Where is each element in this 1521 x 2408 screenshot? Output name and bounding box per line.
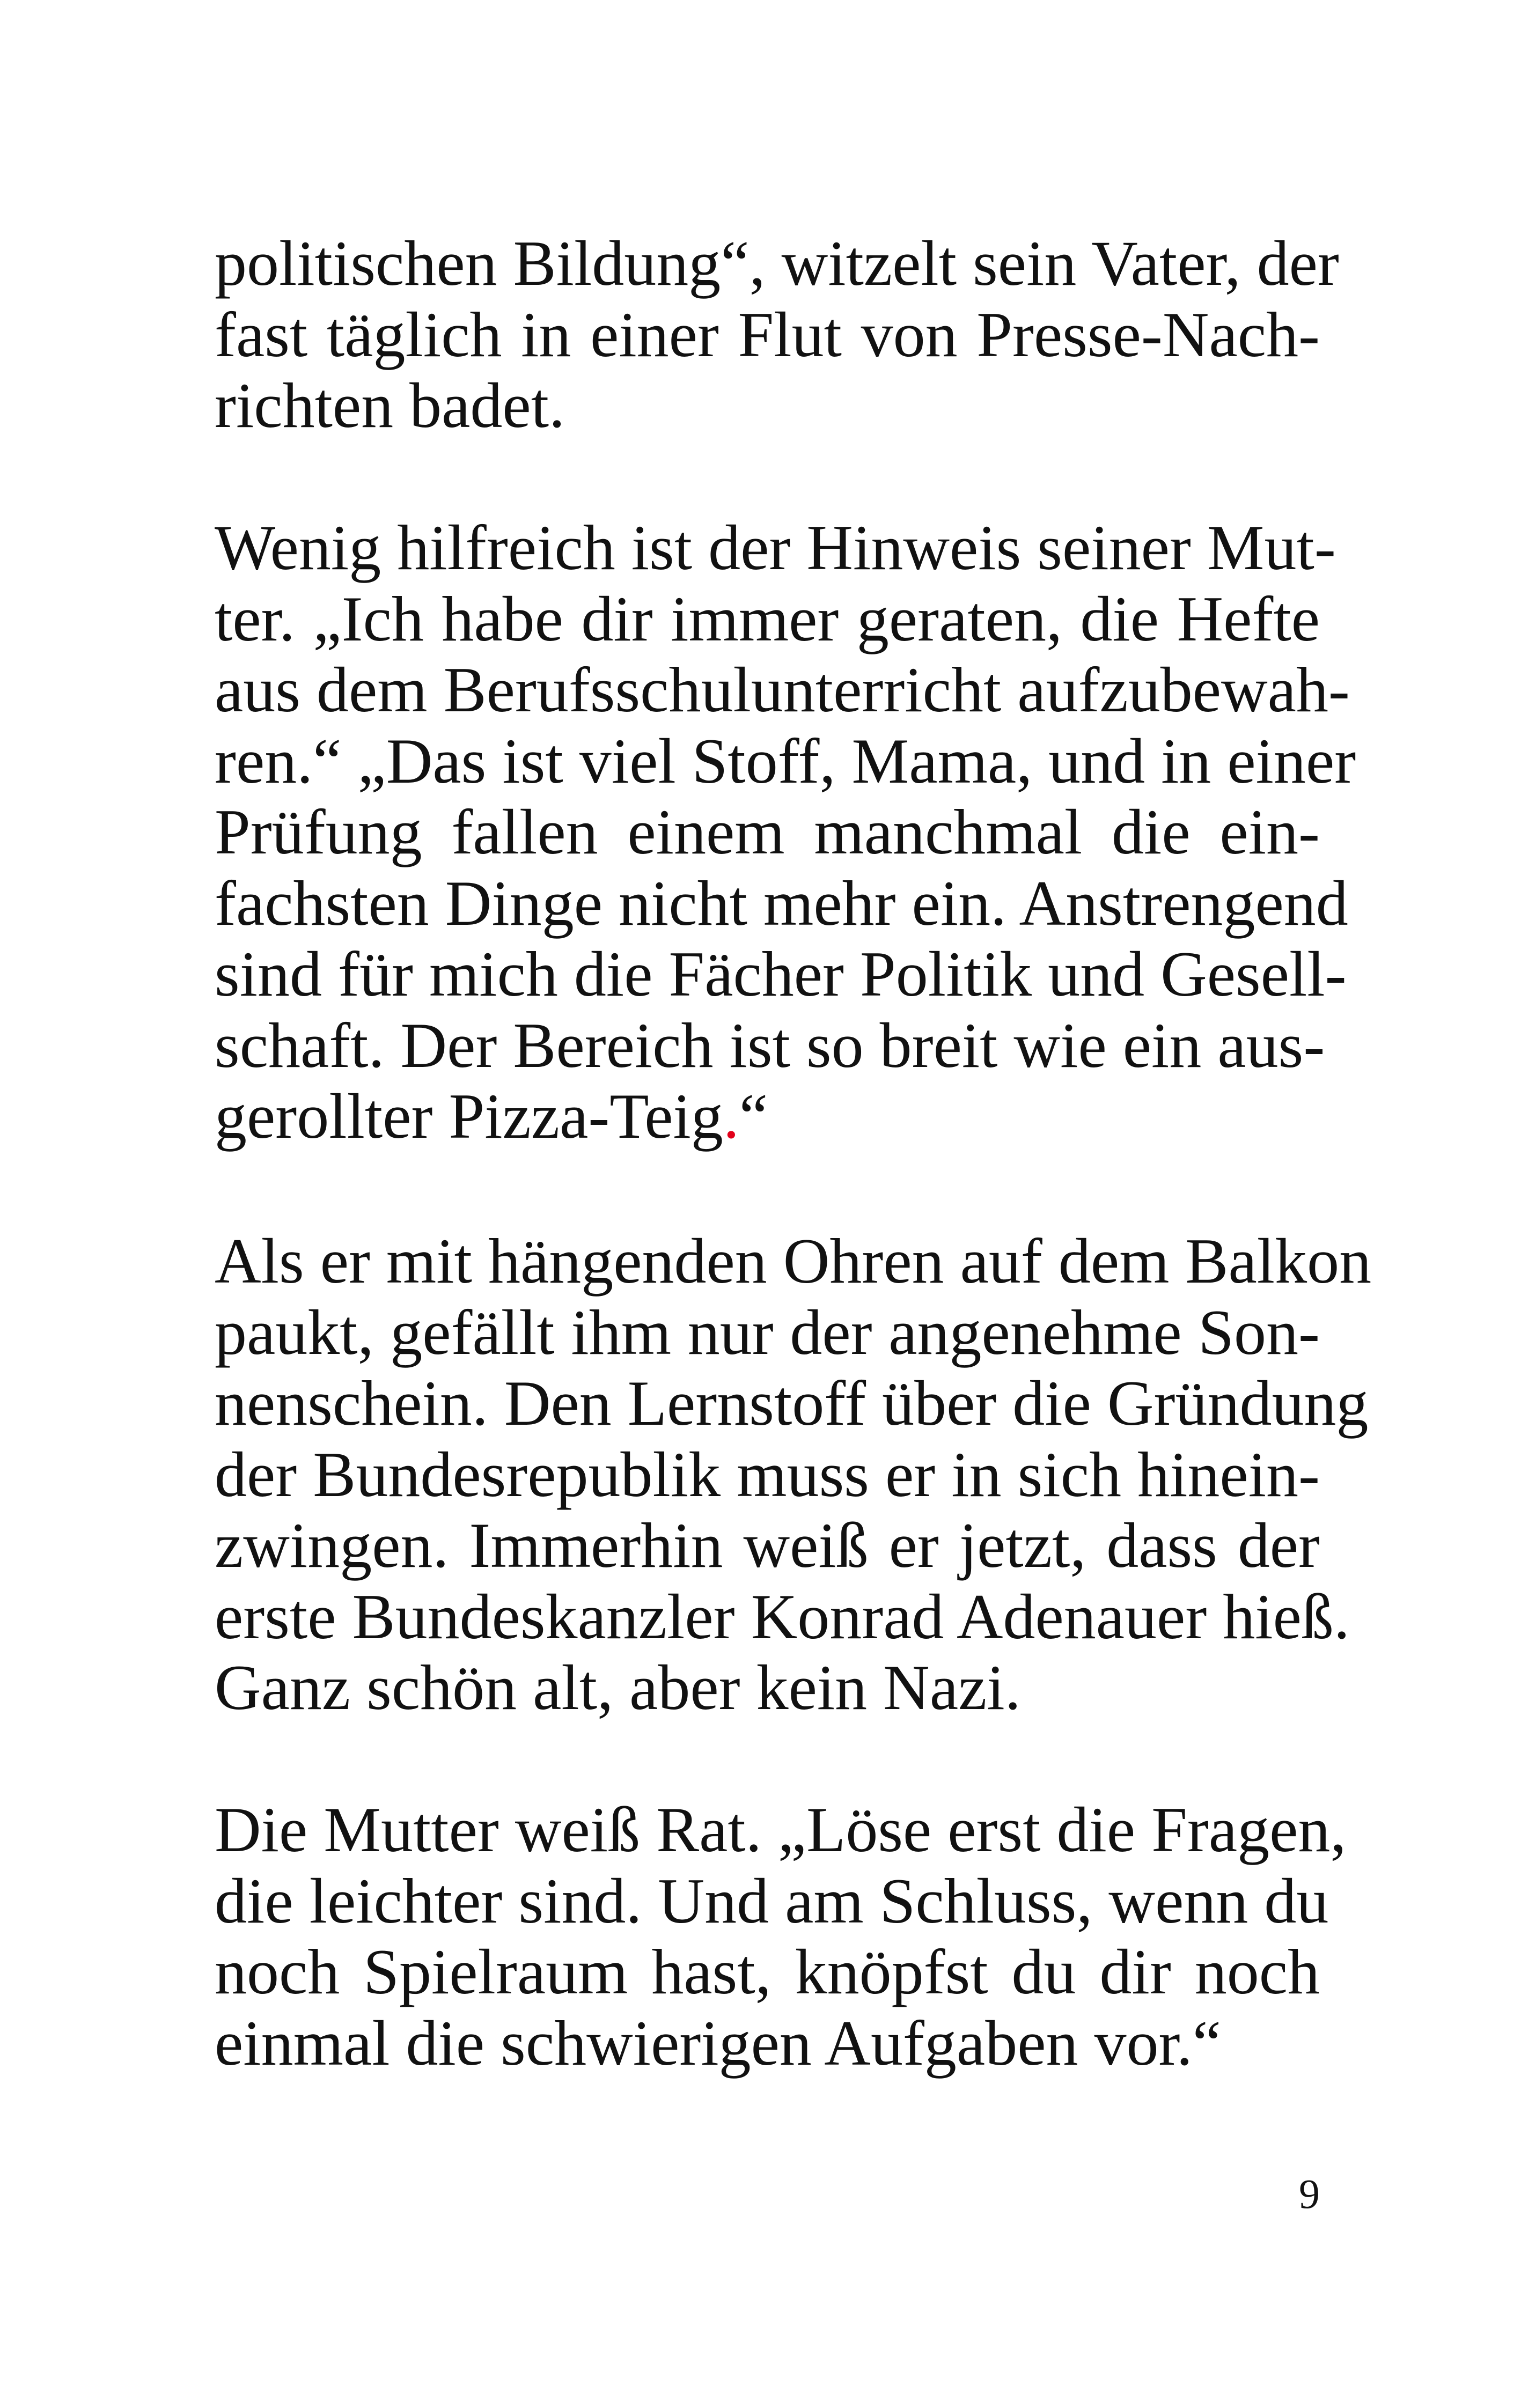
text-line: nenschein. Den Lernstoff über die Gründung	[215, 1367, 1369, 1439]
text-line: fast täglich in einer Flut von Presse-Nach-	[215, 298, 1320, 370]
text-line: schaft. Der Bereich ist so breit wie ein aus-	[215, 1009, 1325, 1081]
text-line: Als er mit hängenden Ohren auf dem Balkon	[215, 1225, 1372, 1297]
text-line: ren.“ „Das ist viel Stoff, Mama, und in einer	[215, 725, 1356, 797]
text-line-with-red-period	[215, 1081, 1320, 1152]
page-number: 9	[1299, 2170, 1320, 2217]
red-period: .	[723, 1080, 739, 1152]
text-fragment: gerollter Pizza-Teig	[215, 1080, 723, 1152]
text-line: aus dem Berufsschulunterricht aufzubewah-	[215, 654, 1350, 725]
paragraph-3	[215, 1225, 1372, 1724]
paragraph-4	[215, 1794, 1347, 2079]
text-line: einmal die schwierigen Aufgaben vor.“	[215, 2007, 1222, 2079]
text-line: Wenig hilfreich ist der Hinweis seiner Mut-	[215, 512, 1336, 583]
text-line: richten badet.	[215, 370, 565, 441]
text-line: paukt, gefällt ihm nur der angenehme Son-	[215, 1296, 1320, 1368]
text-line: zwingen. Immerhin weiß er jetzt, dass der	[215, 1509, 1320, 1581]
text-line: noch Spielraum hast, knöpfst du dir noch	[215, 1936, 1320, 2007]
closing-quote: “	[739, 1080, 768, 1152]
text-line: politischen Bildung“, witzelt sein Vater, der	[215, 227, 1339, 299]
text-line: die leichter sind. Und am Schluss, wenn du	[215, 1865, 1329, 1936]
text-line: Ganz schön alt, aber kein Nazi.	[215, 1652, 1021, 1723]
paragraph-1	[215, 227, 1339, 441]
text-line: Prüfung fallen einem manchmal die ein-	[215, 796, 1320, 867]
text-line: fachsten Dinge nicht mehr ein. Anstrengend	[215, 867, 1348, 939]
text-line: Die Mutter weiß Rat. „Löse erst die Fragen,	[215, 1794, 1347, 1865]
text-line: der Bundesrepublik muss er in sich hinein-	[215, 1438, 1320, 1510]
text-line: sind für mich die Fächer Politik und Gesell-	[215, 938, 1347, 1010]
paragraph-2	[215, 512, 1356, 1152]
text-line: ter. „Ich habe dir immer geraten, die Hefte	[215, 583, 1320, 654]
page-body	[215, 227, 1372, 2181]
text-line: erste Bundeskanzler Konrad Adenauer hieß.	[215, 1580, 1350, 1652]
